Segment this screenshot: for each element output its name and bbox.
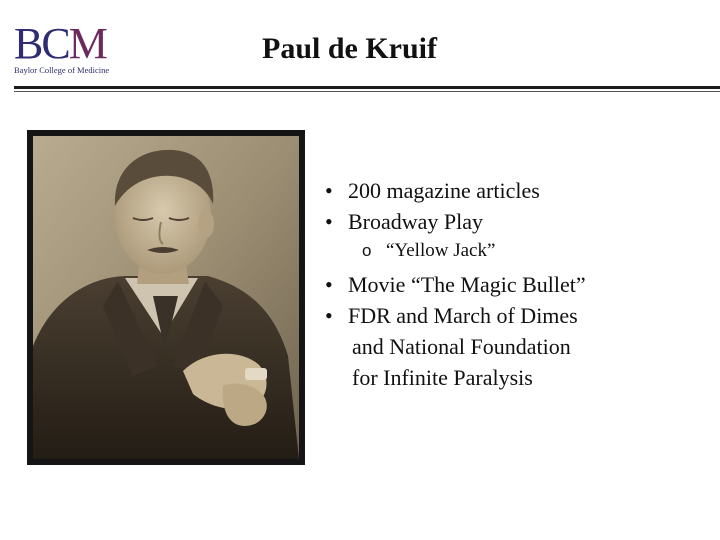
list-item	[318, 175, 718, 206]
logo-subtitle: Baylor College of Medicine	[14, 65, 110, 75]
header-rule-thin	[14, 91, 720, 92]
bullet-marker: •	[325, 303, 333, 328]
list-item	[318, 300, 718, 331]
bullet-text: FDR and March of Dimes	[348, 303, 578, 328]
bullet-continuation: and National Foundation	[352, 334, 571, 359]
logo-mark-bc: BC	[14, 19, 69, 68]
bullet-text: Movie “The Magic Bullet”	[348, 272, 586, 297]
list-item	[318, 206, 718, 237]
bullet-text: 200 magazine articles	[348, 178, 540, 203]
sub-list-item	[318, 237, 718, 264]
header-rule-thick	[14, 86, 720, 89]
slide-title: Paul de Kruif	[262, 32, 438, 65]
bullet-marker: •	[325, 272, 333, 297]
sub-bullet-marker: o	[362, 241, 372, 260]
bullet-marker: •	[325, 178, 333, 203]
portrait-photo	[27, 130, 305, 465]
bullet-continuation: for Infinite Paralysis	[352, 365, 533, 390]
list-item	[318, 269, 718, 300]
bcm-logo	[14, 19, 134, 75]
bullet-list	[318, 175, 718, 393]
logo-mark-m: M	[68, 19, 106, 68]
sub-bullet-text: “Yellow Jack”	[386, 240, 496, 261]
logo-mark	[14, 19, 134, 68]
bullet-text: Broadway Play	[348, 209, 484, 234]
bullet-marker: •	[325, 209, 333, 234]
portrait-photo-icon	[33, 136, 299, 459]
